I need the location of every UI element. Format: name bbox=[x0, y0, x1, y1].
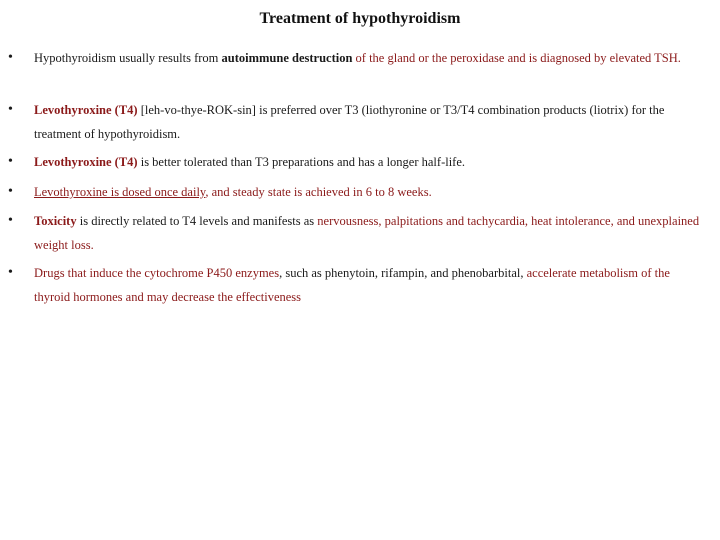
bullet-text bbox=[34, 209, 708, 257]
highlight-text: nervousness, palpitations and tachycardia, heat intolerance, and unexplained weight loss. bbox=[34, 214, 700, 252]
bullet-item-2 bbox=[8, 98, 708, 146]
bold-term: autoimmune destruction bbox=[221, 51, 353, 65]
bullet-text bbox=[34, 46, 708, 70]
text-span: is directly related to T4 levels and manifests as bbox=[76, 214, 318, 228]
bullet-text bbox=[34, 98, 708, 146]
bold-term: Toxicity bbox=[34, 214, 77, 228]
bullet-dot-icon: • bbox=[8, 213, 13, 228]
highlight-text: , and steady state is achieved in 6 to 8 weeks. bbox=[205, 185, 432, 199]
bullet-item-1 bbox=[8, 46, 708, 70]
text-span: Hypothyroidism usually results from bbox=[34, 51, 222, 65]
highlight-text: accelerate metabolism of the thyroid hormones and may decrease the effectiveness bbox=[34, 266, 670, 304]
bullet-dot-icon: • bbox=[8, 102, 13, 117]
bullet-item-4 bbox=[8, 180, 708, 204]
text-span: is better tolerated than T3 preparations and has a longer half-life. bbox=[137, 155, 466, 169]
bullet-item-5 bbox=[8, 209, 708, 257]
bullet-dot-icon: • bbox=[8, 184, 13, 199]
bullet-text bbox=[34, 180, 708, 204]
bullet-item-6 bbox=[8, 261, 708, 309]
bullet-text bbox=[34, 261, 708, 309]
bullet-dot-icon: • bbox=[8, 265, 13, 280]
text-span: [leh-vo-thye-ROK-sin] is preferred over T3 (liothyronine or T3/T4 combination products (liotrix) for the treatment of hypothyroidism. bbox=[34, 103, 665, 141]
page-title: Treatment of hypothyroidism bbox=[259, 10, 461, 27]
underlined-term: Levothyroxine is dosed once daily bbox=[34, 185, 206, 199]
bullet-text bbox=[34, 150, 708, 174]
text-span: , such as phenytoin, rifampin, and phenobarbital, bbox=[279, 266, 527, 280]
bullet-item-3 bbox=[8, 150, 708, 174]
bullet-dot-icon: • bbox=[8, 154, 13, 169]
bold-term: Levothyroxine (T4) bbox=[34, 103, 138, 117]
bold-term: Levothyroxine (T4) bbox=[34, 155, 138, 169]
highlight-text: of the gland or the peroxidase and is diagnosed by elevated TSH. bbox=[352, 51, 681, 65]
highlight-text: Drugs that induce the cytochrome P450 enzymes bbox=[34, 266, 280, 280]
bullet-dot-icon: • bbox=[8, 50, 13, 65]
